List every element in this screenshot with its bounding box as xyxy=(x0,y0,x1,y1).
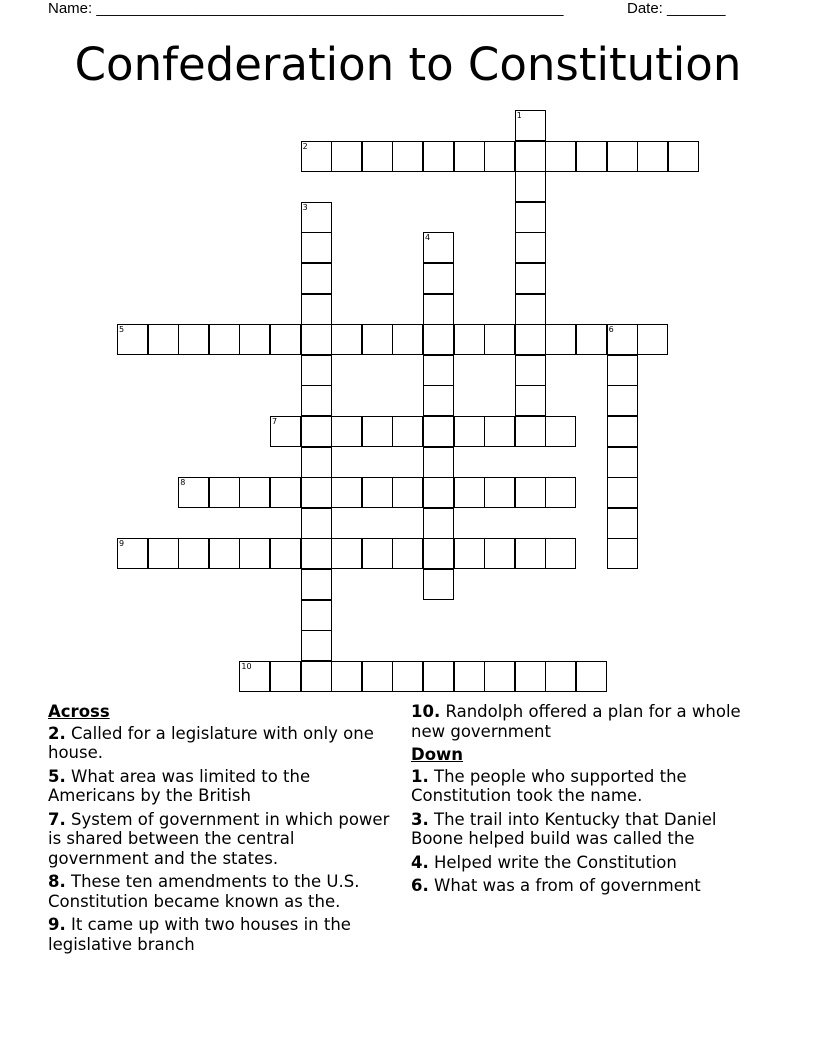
clue-number-label: 1 xyxy=(516,111,522,120)
down-heading: Down xyxy=(411,745,464,764)
crossword-cell[interactable] xyxy=(392,661,423,692)
crossword-cell[interactable] xyxy=(607,141,638,172)
down-clue xyxy=(411,810,771,849)
crossword-cell[interactable] xyxy=(515,661,546,692)
crossword-cell[interactable] xyxy=(484,538,515,569)
crossword-cell[interactable] xyxy=(607,355,638,386)
crossword-cell[interactable] xyxy=(607,538,638,569)
crossword-cell[interactable] xyxy=(607,324,638,355)
crossword-cell[interactable] xyxy=(607,477,638,508)
clue-text: Called for a legislature with only one house. xyxy=(48,723,374,762)
crossword-cell[interactable] xyxy=(484,416,515,447)
crossword-cell[interactable] xyxy=(117,324,148,355)
clue-number: 4. xyxy=(411,852,429,872)
across-clue xyxy=(48,767,398,806)
down-clue xyxy=(411,767,771,806)
across-clue xyxy=(48,872,398,911)
clue-number: 6. xyxy=(411,876,429,895)
crossword-cell[interactable] xyxy=(545,538,576,569)
crossword-cell[interactable] xyxy=(668,141,699,172)
crossword-cell[interactable] xyxy=(239,324,270,355)
across-clue xyxy=(48,915,398,954)
clue-text: The people who supported the Constitution took the name. xyxy=(411,766,687,805)
crossword-cell[interactable] xyxy=(239,477,270,508)
crossword-cell[interactable] xyxy=(454,416,485,447)
crossword-cell[interactable] xyxy=(331,141,362,172)
crossword-cell[interactable] xyxy=(576,141,607,172)
clue-number-label: 4 xyxy=(425,233,431,243)
crossword-cell[interactable] xyxy=(362,538,393,569)
clues-right-column xyxy=(411,702,771,900)
crossword-cell[interactable] xyxy=(423,447,454,478)
crossword-cell[interactable] xyxy=(392,141,423,172)
clue-text: System of government in which power is shared between the central government and the states. xyxy=(48,809,390,868)
crossword-cell[interactable] xyxy=(301,447,332,478)
crossword-cell[interactable] xyxy=(331,477,362,508)
crossword-cell[interactable] xyxy=(515,416,546,447)
clue-number: 7. xyxy=(48,809,66,829)
crossword-cell[interactable] xyxy=(331,661,362,692)
crossword-cell[interactable] xyxy=(117,538,148,569)
crossword-cell[interactable] xyxy=(515,538,546,569)
crossword-cell[interactable] xyxy=(515,355,546,386)
crossword-cell[interactable] xyxy=(515,263,546,294)
crossword-cell[interactable] xyxy=(545,477,576,508)
clue-text: These ten amendments to the U.S. Constitution became known as the. xyxy=(48,872,360,911)
clue-number-label: 2 xyxy=(302,141,308,151)
crossword-cell[interactable] xyxy=(423,661,454,692)
crossword-cell[interactable] xyxy=(423,263,454,294)
crossword-cell[interactable] xyxy=(301,569,332,600)
puzzle-title: Confederation to Constitution xyxy=(74,38,742,91)
crossword-cell[interactable] xyxy=(484,324,515,355)
crossword-cell[interactable] xyxy=(239,538,270,569)
crossword-cell[interactable] xyxy=(301,630,332,661)
across-clue xyxy=(48,724,398,763)
clue-number: 5. xyxy=(48,766,66,786)
crossword-cell[interactable] xyxy=(515,141,546,172)
crossword-cell[interactable] xyxy=(454,324,485,355)
across-clue xyxy=(48,810,398,869)
crossword-cell[interactable] xyxy=(270,416,301,447)
crossword-cell[interactable] xyxy=(484,477,515,508)
crossword-cell[interactable] xyxy=(148,538,179,569)
crossword-cell[interactable] xyxy=(392,416,423,447)
crossword-cell[interactable] xyxy=(423,569,454,600)
crossword-cell[interactable] xyxy=(331,416,362,447)
crossword-cell[interactable] xyxy=(270,324,301,355)
crossword-cell[interactable] xyxy=(392,538,423,569)
crossword-cell[interactable] xyxy=(454,661,485,692)
crossword-cell[interactable] xyxy=(423,538,454,569)
crossword-cell[interactable] xyxy=(454,141,485,172)
clue-number: 3. xyxy=(411,809,429,829)
crossword-cell[interactable] xyxy=(301,661,332,692)
clue-text: The trail into Kentucky that Daniel Boone helped build was called the xyxy=(411,809,717,848)
crossword-cell[interactable] xyxy=(301,232,332,263)
crossword-cell[interactable] xyxy=(576,661,607,692)
crossword-cell[interactable] xyxy=(301,508,332,539)
crossword-cell[interactable] xyxy=(484,141,515,172)
crossword-cell[interactable] xyxy=(301,294,332,325)
crossword-cell[interactable] xyxy=(515,477,546,508)
down-clue xyxy=(411,876,771,896)
crossword-cell[interactable] xyxy=(576,324,607,355)
clue-number: 9. xyxy=(48,915,66,934)
clue-number-label: 5 xyxy=(119,325,125,335)
crossword-cell[interactable] xyxy=(301,324,332,355)
crossword-cell[interactable] xyxy=(423,294,454,325)
clue-text: What was a from of government xyxy=(434,876,701,895)
crossword-cell[interactable] xyxy=(392,324,423,355)
crossword-cell[interactable] xyxy=(484,661,515,692)
clue-number-label: 8 xyxy=(180,478,186,488)
crossword-cell[interactable] xyxy=(301,385,332,416)
crossword-cell[interactable] xyxy=(423,477,454,508)
crossword-cell[interactable] xyxy=(270,661,301,692)
crossword-cell[interactable] xyxy=(392,477,423,508)
crossword-cell[interactable] xyxy=(545,416,576,447)
crossword-cell[interactable] xyxy=(423,232,454,263)
crossword-cell[interactable] xyxy=(148,324,179,355)
crossword-cell[interactable] xyxy=(331,324,362,355)
crossword-cell[interactable] xyxy=(362,661,393,692)
crossword-cell[interactable] xyxy=(270,538,301,569)
down-clue xyxy=(411,853,771,873)
across-heading: Across xyxy=(48,702,110,721)
crossword-cell[interactable] xyxy=(362,324,393,355)
name-field[interactable]: Name: ________________________________________________________ xyxy=(48,0,564,17)
crossword-cell[interactable] xyxy=(301,141,332,172)
crossword-cell[interactable] xyxy=(607,508,638,539)
crossword-cell[interactable] xyxy=(209,324,240,355)
clues-left-column xyxy=(48,702,398,958)
crossword-cell[interactable] xyxy=(515,385,546,416)
crossword-cell[interactable] xyxy=(423,141,454,172)
crossword-cell[interactable] xyxy=(209,538,240,569)
clue-number: 2. xyxy=(48,723,66,743)
crossword-cell[interactable] xyxy=(454,477,485,508)
across-clue xyxy=(411,702,771,741)
clue-number-label: 7 xyxy=(272,417,278,426)
clue-text: It came up with two houses in the legislative branch xyxy=(48,915,351,954)
crossword-cell[interactable] xyxy=(515,110,546,141)
crossword-cell[interactable] xyxy=(515,202,546,233)
crossword-cell[interactable] xyxy=(301,538,332,569)
crossword-cell[interactable] xyxy=(301,355,332,386)
crossword-cell[interactable] xyxy=(178,477,209,508)
crossword-cell[interactable] xyxy=(362,141,393,172)
clue-text: Randolph offered a plan for a whole new government xyxy=(411,702,741,741)
crossword-cell[interactable] xyxy=(301,202,332,233)
clue-number-label: 10 xyxy=(241,661,252,671)
crossword-cell[interactable] xyxy=(607,447,638,478)
crossword-cell[interactable] xyxy=(270,477,301,508)
crossword-cell[interactable] xyxy=(545,661,576,692)
clue-number-label: 9 xyxy=(119,539,125,549)
crossword-cell[interactable] xyxy=(607,416,638,447)
crossword-cell[interactable] xyxy=(637,141,668,172)
crossword-cell[interactable] xyxy=(331,538,362,569)
date-field[interactable]: Date: _______ xyxy=(627,0,726,17)
crossword-cell[interactable] xyxy=(239,661,270,692)
crossword-cell[interactable] xyxy=(423,355,454,386)
clue-number: 8. xyxy=(48,872,66,891)
clue-text: Helped write the Constitution xyxy=(434,852,677,872)
crossword-cell[interactable] xyxy=(423,416,454,447)
crossword-cell[interactable] xyxy=(209,477,240,508)
crossword-cell[interactable] xyxy=(423,385,454,416)
crossword-cell[interactable] xyxy=(515,171,546,202)
crossword-cell[interactable] xyxy=(607,385,638,416)
crossword-cell[interactable] xyxy=(454,538,485,569)
crossword-cell[interactable] xyxy=(423,508,454,539)
crossword-cell[interactable] xyxy=(515,232,546,263)
crossword-cell[interactable] xyxy=(178,538,209,569)
crossword-cell[interactable] xyxy=(545,324,576,355)
crossword-cell[interactable] xyxy=(301,416,332,447)
clue-number-label: 3 xyxy=(302,202,308,212)
crossword-cell[interactable] xyxy=(301,477,332,508)
crossword-cell[interactable] xyxy=(301,600,332,631)
clue-number-label: 6 xyxy=(608,325,614,335)
clue-number: 10. xyxy=(411,702,441,721)
crossword-cell[interactable] xyxy=(362,416,393,447)
crossword-cell[interactable] xyxy=(423,324,454,355)
clue-text: What area was limited to the Americans by the British xyxy=(48,766,311,805)
crossword-cell[interactable] xyxy=(362,477,393,508)
crossword-cell[interactable] xyxy=(515,324,546,355)
crossword-cell[interactable] xyxy=(178,324,209,355)
crossword-cell[interactable] xyxy=(545,141,576,172)
clue-number: 1. xyxy=(411,766,429,786)
crossword-cell[interactable] xyxy=(637,324,668,355)
crossword-cell[interactable] xyxy=(301,263,332,294)
crossword-cell[interactable] xyxy=(515,294,546,325)
